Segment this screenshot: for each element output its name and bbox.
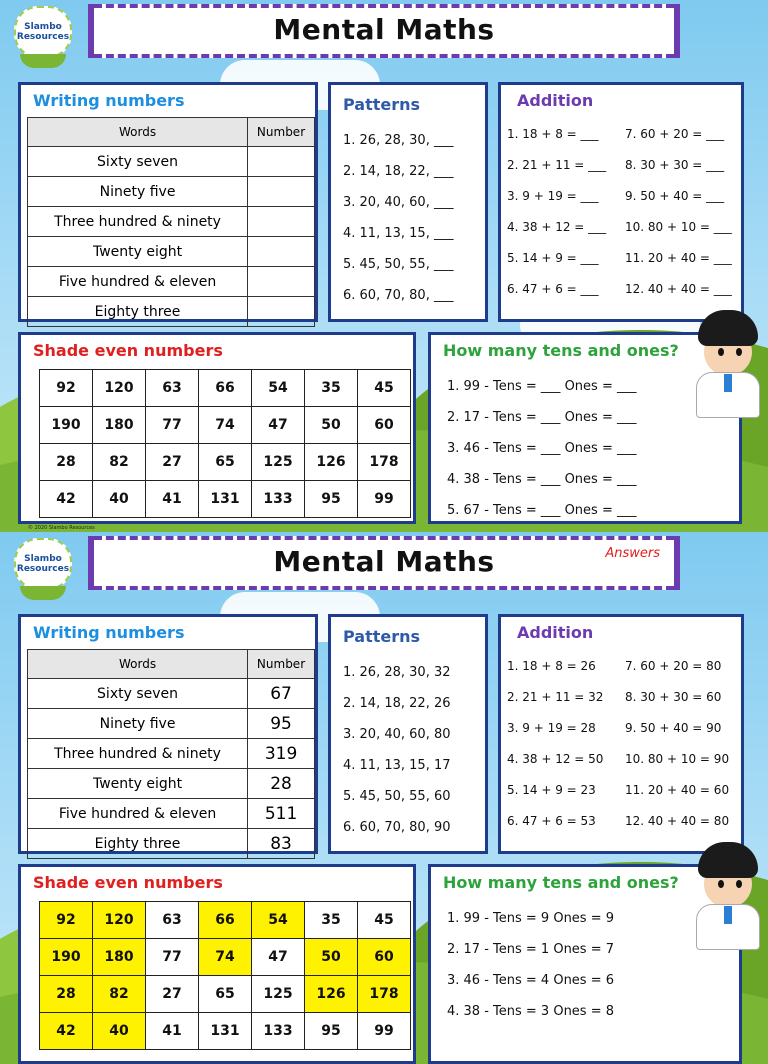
addition-question: 3. 9 + 19 = ___ [507,189,599,203]
answer-cell[interactable] [248,177,315,207]
addition-panel [498,82,744,322]
addition-question: 7. 60 + 20 = ___ [625,127,725,141]
grid-cell: 74 [199,939,252,976]
answer-cell[interactable] [248,267,315,297]
copyright: © 2020 Slambo Resources [28,525,95,531]
word-cell: Eighty three [28,829,248,859]
tens-answer: 2. 17 - Tens = 1 Ones = 7 [447,942,615,957]
pattern-answer: 2. 14, 18, 22, 26 [343,696,451,711]
column-header: Words [28,650,248,679]
patterns-panel [328,614,488,854]
grid-cell: 82 [93,976,146,1013]
grid-cell: 99 [358,1013,411,1050]
pattern-answer: 3. 20, 40, 60, 80 [343,727,451,742]
grid-cell: 47 [252,939,305,976]
pattern-list [343,657,451,843]
pattern-question: 4. 11, 13, 15, ___ [343,226,454,241]
header [88,4,680,58]
word-cell: Sixty seven [28,679,248,709]
tens-list [447,903,614,1027]
pattern-answer: 5. 45, 50, 55, 60 [343,789,451,804]
grid-cell: 125 [252,976,305,1013]
pattern-list [343,125,453,311]
grid-cell: 95 [305,1013,358,1050]
grid-cell[interactable]: 120 [93,370,146,407]
grid-cell[interactable]: 47 [252,407,305,444]
answer-cell[interactable] [248,207,315,237]
grid-cell[interactable]: 131 [199,481,252,518]
answers-label: Answers [605,546,660,561]
addition-list [507,651,729,837]
pattern-question: 5. 45, 50, 55, ___ [343,257,454,272]
answer-cell[interactable] [248,297,315,327]
grid-cell: 126 [305,976,358,1013]
addition-question: 1. 18 + 8 = ___ [507,127,599,141]
addition-answer: 12. 40 + 40 = 80 [625,814,730,828]
number-grid [39,901,411,1050]
grid-cell: 178 [358,976,411,1013]
tens-question: 3. 46 - Tens = ___ Ones = ___ [447,441,637,456]
grid-cell[interactable]: 41 [146,481,199,518]
panel-title: Patterns [343,95,421,114]
tens-answer: 4. 38 - Tens = 3 Ones = 8 [447,1004,615,1019]
addition-question: 4. 38 + 12 = ___ [507,220,607,234]
page-title: Mental Maths [273,13,495,46]
grid-cell[interactable]: 180 [93,407,146,444]
grid-cell[interactable]: 95 [305,481,358,518]
grid-cell[interactable]: 133 [252,481,305,518]
addition-answer: 3. 9 + 19 = 28 [507,721,596,735]
addition-list [507,119,732,305]
grid-cell: 27 [146,976,199,1013]
answer-cell: 319 [248,739,315,769]
addition-question: 5. 14 + 9 = ___ [507,251,599,265]
addition-question: 6. 47 + 6 = ___ [507,282,599,296]
tens-list [447,371,636,526]
grid-cell[interactable]: 126 [305,444,358,481]
grid-cell: 42 [40,1013,93,1050]
addition-answer: 9. 50 + 40 = 90 [625,721,722,735]
answer-cell: 511 [248,799,315,829]
grid-cell[interactable]: 54 [252,370,305,407]
writing-table [27,117,315,327]
logo [14,6,72,66]
column-header: Number [248,118,315,147]
grid-cell[interactable]: 74 [199,407,252,444]
pattern-answer: 6. 60, 70, 80, 90 [343,820,451,835]
grid-cell[interactable]: 125 [252,444,305,481]
grid-cell: 35 [305,902,358,939]
grid-cell: 131 [199,1013,252,1050]
grid-cell[interactable]: 35 [305,370,358,407]
word-cell: Eighty three [28,297,248,327]
word-cell: Five hundred & eleven [28,799,248,829]
answers-page [0,532,768,1064]
pattern-answer: 4. 11, 13, 15, 17 [343,758,451,773]
addition-question: 9. 50 + 40 = ___ [625,189,725,203]
shade-even-panel [18,332,416,524]
word-cell: Sixty seven [28,147,248,177]
logo [14,538,72,598]
grid-cell: 180 [93,939,146,976]
grid-cell[interactable]: 27 [146,444,199,481]
word-cell: Twenty eight [28,769,248,799]
grid-cell[interactable]: 82 [93,444,146,481]
grid-cell: 60 [358,939,411,976]
column-header: Words [28,118,248,147]
addition-answer: 7. 60 + 20 = 80 [625,659,722,673]
logo-text: Slambo Resources [14,538,72,590]
grid-cell[interactable]: 178 [358,444,411,481]
grid-cell: 120 [93,902,146,939]
grid-cell[interactable]: 92 [40,370,93,407]
addition-answer: 5. 14 + 9 = 23 [507,783,596,797]
panel-title: How many tens and ones? [443,341,679,360]
addition-question: 2. 21 + 11 = ___ [507,158,607,172]
tens-question: 4. 38 - Tens = ___ Ones = ___ [447,472,637,487]
word-cell: Twenty eight [28,237,248,267]
writing-numbers-panel [18,82,318,322]
grid-cell[interactable]: 77 [146,407,199,444]
answer-cell: 28 [248,769,315,799]
grid-cell: 45 [358,902,411,939]
grid-cell[interactable]: 40 [93,481,146,518]
grid-cell[interactable]: 99 [358,481,411,518]
grid-cell: 40 [93,1013,146,1050]
grid-cell: 63 [146,902,199,939]
grid-cell: 66 [199,902,252,939]
grid-cell: 54 [252,902,305,939]
scientist-boy-illustration [690,310,768,420]
tens-question: 2. 17 - Tens = ___ Ones = ___ [447,410,637,425]
writing-table [27,649,315,859]
grid-cell[interactable]: 28 [40,444,93,481]
header [88,536,680,590]
answer-cell: 67 [248,679,315,709]
panel-title: Shade even numbers [33,341,223,360]
tens-answer: 3. 46 - Tens = 4 Ones = 6 [447,973,615,988]
addition-answer: 6. 47 + 6 = 53 [507,814,596,828]
patterns-panel [328,82,488,322]
grid-cell[interactable]: 65 [199,444,252,481]
addition-answer: 10. 80 + 10 = 90 [625,752,730,766]
panel-title: Addition [517,623,594,642]
grid-cell: 190 [40,939,93,976]
addition-question: 12. 40 + 40 = ___ [625,282,732,296]
word-cell: Three hundred & ninety [28,207,248,237]
grid-cell: 77 [146,939,199,976]
answer-cell: 83 [248,829,315,859]
panel-title: Writing numbers [33,91,185,110]
grid-cell[interactable]: 66 [199,370,252,407]
logo-text: Slambo Resources [14,6,72,58]
shade-even-panel [18,864,416,1064]
addition-question: 10. 80 + 10 = ___ [625,220,732,234]
answer-cell[interactable] [248,147,315,177]
grid-cell: 41 [146,1013,199,1050]
pattern-question: 1. 26, 28, 30, ___ [343,133,454,148]
word-cell: Ninety five [28,177,248,207]
grid-cell[interactable]: 45 [358,370,411,407]
tens-question: 1. 99 - Tens = ___ Ones = ___ [447,379,637,394]
addition-answer: 11. 20 + 40 = 60 [625,783,730,797]
answer-cell[interactable] [248,237,315,267]
grid-cell[interactable]: 63 [146,370,199,407]
grid-cell: 65 [199,976,252,1013]
panel-title: Writing numbers [33,623,185,642]
number-grid [39,369,411,518]
addition-panel [498,614,744,854]
addition-question: 8. 30 + 30 = ___ [625,158,725,172]
addition-answer: 4. 38 + 12 = 50 [507,752,604,766]
grid-cell: 92 [40,902,93,939]
tens-question: 5. 67 - Tens = ___ Ones = ___ [447,503,637,518]
word-cell: Five hundred & eleven [28,267,248,297]
grid-cell: 28 [40,976,93,1013]
panel-title: Addition [517,91,594,110]
addition-answer: 8. 30 + 30 = 60 [625,690,722,704]
panel-title: How many tens and ones? [443,873,679,892]
writing-numbers-panel [18,614,318,854]
page-title: Mental Maths [273,545,495,578]
pattern-question: 2. 14, 18, 22, ___ [343,164,454,179]
column-header: Number [248,650,315,679]
scientist-boy-illustration [690,842,768,952]
grid-cell: 50 [305,939,358,976]
grid-cell[interactable]: 190 [40,407,93,444]
addition-question: 11. 20 + 40 = ___ [625,251,732,265]
grid-cell: 133 [252,1013,305,1050]
pattern-question: 6. 60, 70, 80, ___ [343,288,454,303]
grid-cell[interactable]: 60 [358,407,411,444]
word-cell: Three hundred & ninety [28,739,248,769]
word-cell: Ninety five [28,709,248,739]
answer-cell: 95 [248,709,315,739]
tens-answer: 1. 99 - Tens = 9 Ones = 9 [447,911,615,926]
pattern-question: 3. 20, 40, 60, ___ [343,195,454,210]
addition-answer: 2. 21 + 11 = 32 [507,690,604,704]
grid-cell[interactable]: 50 [305,407,358,444]
addition-answer: 1. 18 + 8 = 26 [507,659,596,673]
pattern-answer: 1. 26, 28, 30, 32 [343,665,451,680]
panel-title: Shade even numbers [33,873,223,892]
panel-title: Patterns [343,627,421,646]
grid-cell[interactable]: 42 [40,481,93,518]
